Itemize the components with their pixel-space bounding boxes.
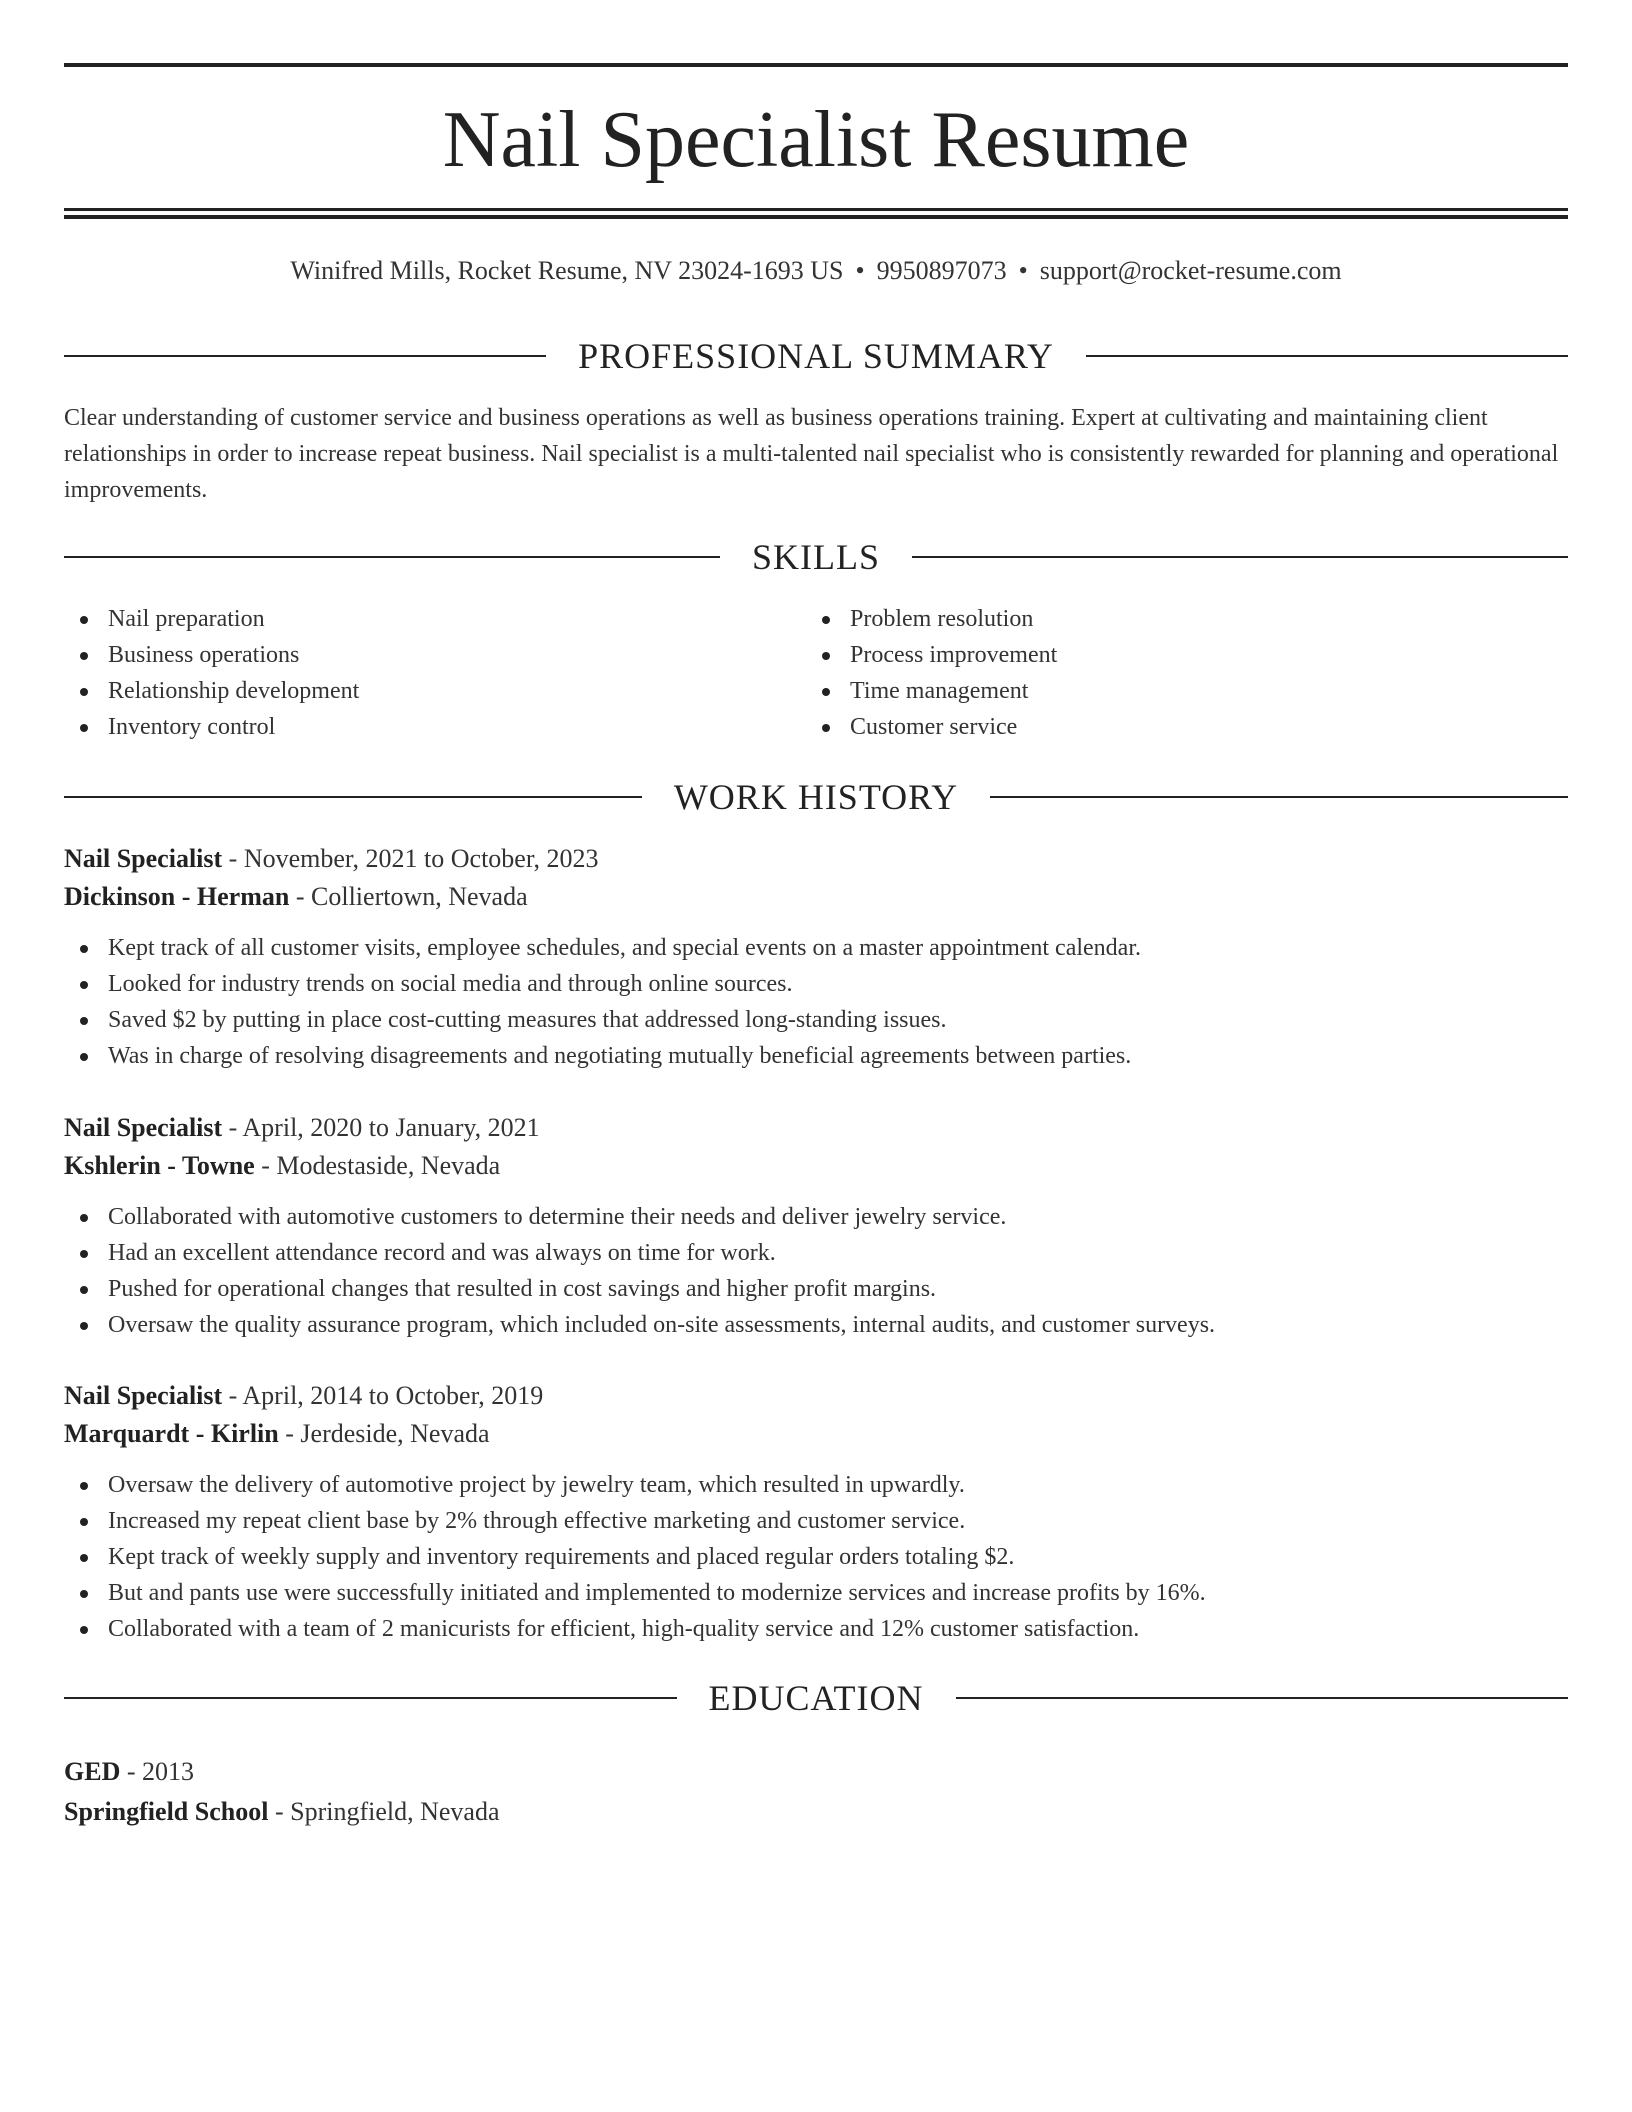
job-bullets	[64, 930, 1568, 1074]
top-rule	[64, 63, 1568, 67]
summary-text: Clear understanding of customer service and business operations as well as business operations training. Expert at cultivating and maintaining client relationships in order to increase repeat business. Nail specialist is a multi-talented nail specialist who is consistently rewarded for planning and operational improvements.	[64, 405, 1559, 503]
skills-heading-label: SKILLS	[752, 537, 881, 577]
skill-item: Inventory control	[64, 709, 806, 745]
skill-item: Relationship development	[64, 673, 806, 709]
job-company-line	[64, 878, 1568, 916]
skill-item: Problem resolution	[806, 601, 1548, 637]
contact-separator: •	[855, 256, 865, 285]
dash: -	[222, 844, 244, 873]
job-company: Dickinson - Herman	[64, 882, 290, 911]
job-bullets	[64, 1467, 1568, 1647]
heading-rule-right	[1086, 355, 1568, 357]
job-bullet: Kept track of weekly supply and inventory requirements and placed regular orders totaling $2.	[64, 1539, 1568, 1575]
job-title: Nail Specialist	[64, 1113, 223, 1142]
education-degree-line	[64, 1752, 1568, 1792]
heading-rule-left	[64, 556, 720, 558]
job-title: Nail Specialist	[64, 844, 223, 873]
page-title: Nail Specialist Resume	[442, 96, 1190, 184]
contact-separator: •	[1018, 256, 1028, 285]
skill-item: Customer service	[806, 709, 1548, 745]
job-entry	[64, 1109, 1568, 1343]
education-entry	[64, 1752, 1568, 1832]
job-bullet: Collaborated with a team of 2 manicurists for efficient, high-quality service and 12% customer satisfaction.	[64, 1611, 1568, 1647]
education-location: Springfield, Nevada	[290, 1797, 500, 1826]
education-school: Springfield School	[64, 1797, 269, 1826]
contact-line	[64, 254, 1568, 288]
dash: -	[289, 882, 312, 911]
education-school-line	[64, 1792, 1568, 1832]
heading-rule-left	[64, 796, 642, 798]
heading-rule-right	[912, 556, 1568, 558]
heading-rule-right	[956, 1697, 1569, 1699]
job-bullet: Increased my repeat client base by 2% through effective marketing and customer service.	[64, 1503, 1568, 1539]
education-degree: GED	[64, 1757, 121, 1786]
dash: -	[120, 1757, 143, 1786]
contact-email: support@rocket-resume.com	[1039, 256, 1342, 285]
job-bullet: Looked for industry trends on social media and through online sources.	[64, 966, 1568, 1002]
skill-item: Process improvement	[806, 637, 1548, 673]
dash: -	[268, 1797, 291, 1826]
job-company-line	[64, 1415, 1568, 1453]
job-title: Nail Specialist	[64, 1381, 223, 1410]
contact-phone: 9950897073	[876, 256, 1007, 285]
skill-item: Business operations	[64, 637, 806, 673]
education-heading-label: EDUCATION	[708, 1678, 924, 1718]
job-bullet: Pushed for operational changes that resulted in cost savings and higher profit margins.	[64, 1271, 1568, 1307]
job-company: Marquardt - Kirlin	[64, 1419, 279, 1448]
job-company: Kshlerin - Towne	[64, 1151, 255, 1180]
job-bullet: Kept track of all customer visits, employee schedules, and special events on a master appointment calendar.	[64, 930, 1568, 966]
job-location: Modestaside, Nevada	[276, 1151, 501, 1180]
job-bullets	[64, 1199, 1568, 1343]
job-title-line	[64, 1109, 1568, 1147]
job-title-line	[64, 840, 1568, 878]
skill-item: Nail preparation	[64, 601, 806, 637]
dash: -	[254, 1151, 277, 1180]
title-rule-lower	[64, 215, 1568, 219]
job-bullet: Saved $2 by putting in place cost-cutting measures that addressed long-standing issues.	[64, 1002, 1568, 1038]
contact-address: Winifred Mills, Rocket Resume, NV 23024-1693 US	[290, 256, 844, 285]
job-entry	[64, 840, 1568, 1074]
job-entry	[64, 1377, 1568, 1647]
job-bullet: Was in charge of resolving disagreements and negotiating mutually beneficial agreements between parties.	[64, 1038, 1568, 1074]
summary-heading-label: PROFESSIONAL SUMMARY	[578, 336, 1054, 376]
job-bullet: Collaborated with automotive customers to determine their needs and deliver jewelry service.	[64, 1199, 1568, 1235]
work-heading	[64, 775, 1568, 819]
job-location: Colliertown, Nevada	[311, 882, 528, 911]
skills-list	[64, 601, 1568, 745]
job-bullet: But and pants use were successfully initiated and implemented to modernize services and increase profits by 16%.	[64, 1575, 1568, 1611]
job-dates: April, 2014 to October, 2019	[242, 1381, 544, 1410]
heading-rule-right	[990, 796, 1568, 798]
job-bullet: Oversaw the delivery of automotive project by jewelry team, which resulted in upwardly.	[64, 1467, 1568, 1503]
job-bullet: Oversaw the quality assurance program, which included on-site assessments, internal audits, and customer surveys.	[64, 1307, 1568, 1343]
skills-column-right	[806, 601, 1548, 745]
job-location: Jerdeside, Nevada	[300, 1419, 490, 1448]
job-dates: April, 2020 to January, 2021	[242, 1113, 540, 1142]
heading-rule-left	[64, 1697, 677, 1699]
dash: -	[222, 1113, 243, 1142]
job-title-line	[64, 1377, 1568, 1415]
skill-item: Time management	[806, 673, 1548, 709]
dash: -	[222, 1381, 243, 1410]
education-year: 2013	[142, 1757, 195, 1786]
skills-heading	[64, 535, 1568, 579]
heading-rule-left	[64, 355, 546, 357]
job-company-line	[64, 1147, 1568, 1185]
title-rule-upper	[64, 208, 1568, 211]
job-bullet: Had an excellent attendance record and was always on time for work.	[64, 1235, 1568, 1271]
education-heading	[64, 1676, 1568, 1720]
summary-heading	[64, 334, 1568, 378]
skills-column-left	[64, 601, 806, 745]
work-heading-label: WORK HISTORY	[673, 777, 959, 817]
job-dates: November, 2021 to October, 2023	[243, 844, 599, 873]
dash: -	[278, 1419, 301, 1448]
